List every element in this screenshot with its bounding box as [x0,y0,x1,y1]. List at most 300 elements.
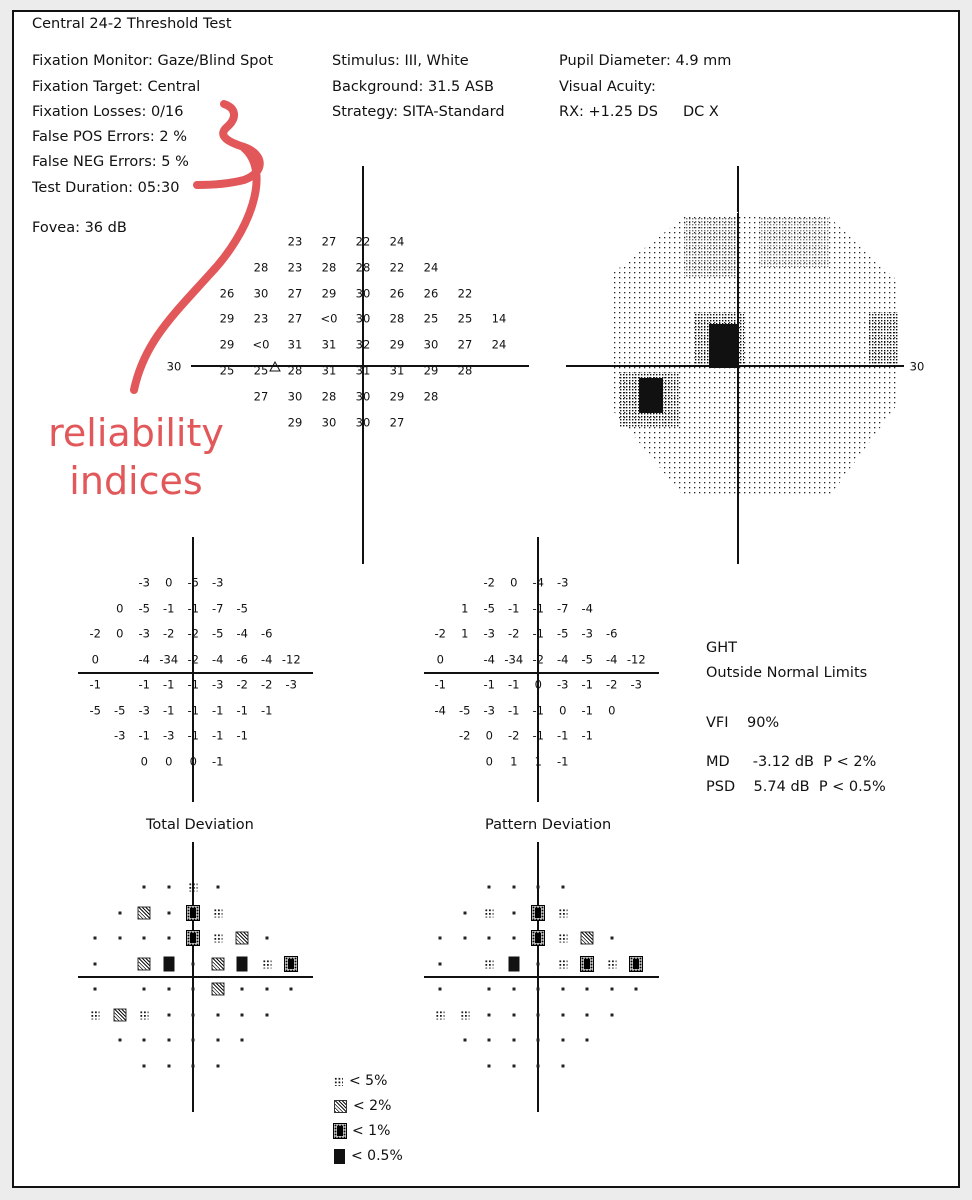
pattern-prob-normal-symbol [561,988,564,991]
threshold-value: 29 [219,311,235,326]
total-prob-p1-symbol [285,957,297,971]
total-prob-normal-symbol [241,1039,244,1042]
fovea-value: Fovea: 36 dB [32,220,127,236]
pattern-prob-normal-symbol [512,911,515,914]
threshold-value: 29 [389,389,405,404]
pattern-deviation-value: -1 [532,702,544,717]
threshold-value: 22 [457,285,473,300]
pattern-deviation-value: -4 [581,600,593,615]
false-neg-errors: False NEG Errors: 5 % [32,154,189,170]
pattern-prob-normal-symbol [512,1013,515,1016]
test-duration: Test Duration: 05:30 [32,180,180,196]
threshold-value: 28 [253,260,269,275]
total-deviation-value: -1 [187,728,199,743]
total-prob-normal-symbol [143,1039,146,1042]
total-prob-normal-symbol [94,988,97,991]
threshold-value: 32 [355,337,371,352]
total-prob-p2-symbol [113,1008,126,1021]
threshold-value: 31 [355,363,371,378]
pattern-prob-normal-symbol [537,1013,540,1016]
pattern-deviation-value: -1 [581,728,593,743]
total-prob-h-axis [78,976,313,978]
total-prob-normal-symbol [167,911,170,914]
pattern-prob-normal-symbol [512,937,515,940]
total-deviation-value: -1 [212,702,224,717]
pattern-deviation-value: -2 [606,677,618,692]
pattern-prob-normal-symbol [586,988,589,991]
total-prob-normal-symbol [118,937,121,940]
total-prob-normal-symbol [94,937,97,940]
grayscale-axis-label: 30 [909,359,925,374]
pattern-prob-normal-symbol [488,1013,491,1016]
total-prob-normal-symbol [94,962,97,965]
total-prob-normal-symbol [167,937,170,940]
total-prob-normal-symbol [167,886,170,889]
threshold-value: 23 [287,234,303,249]
pattern-deviation-value: -1 [483,677,495,692]
pattern-deviation-value: -7 [557,600,569,615]
total-deviation-value: 0 [165,575,173,590]
pattern-prob-p2-symbol [581,932,594,945]
total-deviation-value: -3 [138,702,150,717]
pattern-deviation-value: -3 [557,575,569,590]
pattern-deviation-value: -1 [508,677,520,692]
total-prob-p5-symbol [262,959,271,968]
threshold-value: 26 [219,285,235,300]
threshold-value: 28 [423,389,439,404]
pattern-prob-normal-symbol [488,886,491,889]
total-prob-p2-symbol [211,983,224,996]
pattern-deviation-value: -12 [626,651,646,666]
pattern-prob-normal-symbol [488,937,491,940]
threshold-value: 29 [219,337,235,352]
pattern-prob-normal-symbol [439,962,442,965]
total-prob-p1-symbol [187,906,199,920]
total-prob-normal-symbol [143,988,146,991]
pattern-deviation-value: -1 [532,626,544,641]
threshold-value: 24 [491,337,507,352]
pattern-deviation-value: -3 [581,626,593,641]
pattern-prob-normal-symbol [512,1064,515,1067]
total-prob-normal-symbol [143,937,146,940]
threshold-value: 23 [253,311,269,326]
pattern-deviation-value: -3 [630,677,642,692]
total-deviation-value: -2 [163,626,175,641]
total-deviation-value: -1 [236,728,248,743]
total-prob-normal-symbol [167,1039,170,1042]
total-prob-normal-symbol [216,1039,219,1042]
threshold-value: 22 [389,260,405,275]
threshold-value: 27 [457,337,473,352]
total-prob-normal-symbol [192,1039,195,1042]
pattern-prob-p5-symbol [485,959,494,968]
total-deviation-value: -1 [138,728,150,743]
total-prob-normal-symbol [290,988,293,991]
pattern-prob-normal-symbol [463,911,466,914]
threshold-value: 22 [355,234,371,249]
pattern-prob-p1-symbol [532,931,544,945]
pattern-prob-normal-symbol [512,886,515,889]
total-prob-p5-symbol [189,883,198,892]
pattern-prob-p5-symbol [460,1010,469,1019]
legend-p5-icon [334,1077,343,1086]
total-prob-p2-symbol [138,906,151,919]
total-deviation-value: -1 [138,677,150,692]
pattern-deviation-value: -4 [483,651,495,666]
total-prob-normal-symbol [192,962,195,965]
total-deviation-value: -2 [187,626,199,641]
total-deviation-value: -3 [138,626,150,641]
pattern-deviation-value: 0 [559,702,567,717]
pattern-prob-normal-symbol [537,1064,540,1067]
threshold-axis-label: 30 [166,359,182,374]
total-deviation-value: -4 [236,626,248,641]
pattern-prob-normal-symbol [537,988,540,991]
threshold-value: 31 [321,337,337,352]
total-prob-normal-symbol [192,1013,195,1016]
threshold-value: 26 [423,285,439,300]
pattern-prob-p5-symbol [436,1010,445,1019]
total-deviation-value: 0 [189,753,197,768]
total-deviation-value: -3 [212,677,224,692]
threshold-value: 27 [287,285,303,300]
total-prob-p2-symbol [236,932,249,945]
total-prob-p5-symbol [91,1010,100,1019]
pattern-deviation-value: -1 [508,702,520,717]
total-prob-normal-symbol [265,1013,268,1016]
pattern-deviation-value: -1 [581,702,593,717]
threshold-value: 30 [287,389,303,404]
threshold-value: 27 [389,414,405,429]
total-prob-normal-symbol [167,1064,170,1067]
total-deviation-value: -2 [89,626,101,641]
total-prob-normal-symbol [143,886,146,889]
pattern-prob-normal-symbol [561,1013,564,1016]
pattern-deviation-value: 1 [461,626,469,641]
total-prob-p5-symbol [140,1010,149,1019]
threshold-value: 25 [253,363,269,378]
total-deviation-value: -4 [212,651,224,666]
legend-item [334,1148,403,1164]
threshold-value: 25 [423,311,439,326]
fixation-losses: Fixation Losses: 0/16 [32,104,184,120]
legend-label: < 2% [353,1098,392,1114]
grayscale-plot [599,212,904,502]
threshold-value: 31 [321,363,337,378]
background: Background: 31.5 ASB [332,79,494,95]
total-deviation-value: -2 [261,677,273,692]
pattern-prob-normal-symbol [561,1064,564,1067]
report-title: Central 24-2 Threshold Test [32,16,232,32]
threshold-value: <0 [320,311,338,326]
psd-value: PSD 5.74 dB P < 0.5% [706,779,886,795]
threshold-value: 30 [423,337,439,352]
pattern-deviation-value: -6 [606,626,618,641]
total-prob-p5-symbol [213,908,222,917]
total-deviation-value: -3 [114,728,126,743]
threshold-value: <0 [252,337,270,352]
pattern-deviation-value: -1 [557,728,569,743]
pattern-deviation-value: -1 [532,600,544,615]
threshold-value: 25 [219,363,235,378]
total-deviation-value: -4 [138,651,150,666]
pattern-prob-normal-symbol [512,1039,515,1042]
pattern-prob-p1-symbol [532,906,544,920]
pupil-diameter: Pupil Diameter: 4.9 mm [559,53,732,69]
pattern-deviation-value: -4 [557,651,569,666]
threshold-value: 28 [321,260,337,275]
total-prob-normal-symbol [216,1013,219,1016]
total-prob-normal-symbol [167,988,170,991]
total-deviation-value: -5 [212,626,224,641]
pattern-deviation-value: -2 [508,728,520,743]
pattern-deviation-value: -3 [557,677,569,692]
total-deviation-value: -5 [114,702,126,717]
total-prob-p05-symbol [163,956,174,971]
pattern-deviation-value: 0 [534,677,542,692]
total-deviation-value: 0 [91,651,99,666]
total-deviation-value: -1 [163,677,175,692]
total-deviation-value: -1 [187,702,199,717]
ght-label: GHT [706,640,737,656]
pattern-deviation-value: -1 [581,677,593,692]
pattern-prob-normal-symbol [610,988,613,991]
pattern-deviation-value: -2 [532,651,544,666]
threshold-value: 29 [321,285,337,300]
total-prob-normal-symbol [265,937,268,940]
total-deviation-value: -3 [163,728,175,743]
total-prob-normal-symbol [241,1013,244,1016]
total-deviation-value: 0 [165,753,173,768]
total-deviation-value: -1 [212,753,224,768]
threshold-value: 28 [389,311,405,326]
fixation-monitor: Fixation Monitor: Gaze/Blind Spot [32,53,274,69]
threshold-value: 28 [355,260,371,275]
total-prob-normal-symbol [192,988,195,991]
threshold-value: 30 [355,414,371,429]
pattern-deviation-value: 0 [436,651,444,666]
total-deviation-label: Total Deviation [146,817,254,833]
pattern-deviation-value: -5 [557,626,569,641]
threshold-value: 28 [321,389,337,404]
threshold-value: 27 [287,311,303,326]
pattern-prob-normal-symbol [488,1064,491,1067]
total-deviation-value: -2 [236,677,248,692]
pattern-deviation-value: -4 [434,702,446,717]
threshold-value: 25 [457,311,473,326]
annotation-line2: indices [69,458,203,503]
false-pos-errors: False POS Errors: 2 % [32,129,187,145]
total-deviation-value: -1 [187,677,199,692]
fixation-target: Fixation Target: Central [32,79,201,95]
pattern-prob-normal-symbol [439,988,442,991]
total-deviation-value: -6 [261,626,273,641]
pattern-prob-p5-symbol [558,934,567,943]
legend-item [334,1073,387,1089]
threshold-value: 29 [423,363,439,378]
annotation-line1: reliability [48,411,224,455]
total-prob-normal-symbol [118,1039,121,1042]
total-prob-normal-symbol [216,1064,219,1067]
total-deviation-value: -7 [212,600,224,615]
threshold-value: 31 [287,337,303,352]
total-prob-normal-symbol [216,886,219,889]
pattern-prob-normal-symbol [537,886,540,889]
threshold-value: 26 [389,285,405,300]
visual-acuity: Visual Acuity: [559,79,656,95]
threshold-value: 27 [253,389,269,404]
threshold-value: 24 [389,234,405,249]
md-value: MD -3.12 dB P < 2% [706,754,877,770]
legend-item [334,1098,391,1114]
legend-label: < 5% [349,1073,388,1089]
total-deviation-value: 0 [140,753,148,768]
total-deviation-value: -1 [163,702,175,717]
legend-p2-icon [334,1100,347,1113]
pattern-deviation-value: -1 [532,728,544,743]
pattern-prob-normal-symbol [610,1013,613,1016]
pattern-prob-p5-symbol [558,959,567,968]
pattern-deviation-value: -2 [459,728,471,743]
pattern-deviation-value: -2 [434,626,446,641]
pattern-deviation-value: -3 [483,702,495,717]
pattern-deviation-value: -4 [606,651,618,666]
pattern-prob-normal-symbol [635,988,638,991]
legend-p05-icon [334,1149,345,1164]
pattern-prob-p5-symbol [607,959,616,968]
total-deviation-value: -5 [138,600,150,615]
threshold-value: 30 [321,414,337,429]
threshold-value: 14 [491,311,507,326]
total-deviation-value: -3 [138,575,150,590]
legend-item [334,1123,390,1139]
total-prob-p5-symbol [213,934,222,943]
pattern-deviation-value: -4 [532,575,544,590]
total-prob-p05-symbol [237,956,248,971]
total-prob-normal-symbol [118,911,121,914]
pattern-prob-normal-symbol [610,937,613,940]
total-prob-normal-symbol [143,1064,146,1067]
pattern-deviation-value: -5 [581,651,593,666]
strategy: Strategy: SITA-Standard [332,104,505,120]
threshold-value: 30 [253,285,269,300]
threshold-value: 30 [355,389,371,404]
total-prob-normal-symbol [241,988,244,991]
blind-spot-triangle-icon [269,361,281,372]
pattern-deviation-value: -1 [508,600,520,615]
threshold-value: 24 [423,260,439,275]
total-deviation-value: -12 [281,651,301,666]
pattern-deviation-value: -3 [483,626,495,641]
pattern-prob-normal-symbol [561,1039,564,1042]
pattern-prob-normal-symbol [537,1039,540,1042]
pattern-prob-p05-symbol [508,956,519,971]
total-deviation-value: -1 [212,728,224,743]
pattern-prob-normal-symbol [463,1039,466,1042]
threshold-value: 27 [321,234,337,249]
total-deviation-value: -34 [159,651,179,666]
pattern-deviation-value: 1 [534,753,542,768]
pattern-prob-normal-symbol [561,886,564,889]
total-prob-p2-symbol [211,957,224,970]
total-prob-normal-symbol [265,988,268,991]
pattern-prob-normal-symbol [463,937,466,940]
legend-label: < 1% [352,1123,391,1139]
total-deviation-value: -5 [187,575,199,590]
total-deviation-value: -1 [163,600,175,615]
pattern-deviation-value: 1 [461,600,469,615]
pattern-prob-normal-symbol [537,962,540,965]
total-deviation-value: -5 [89,702,101,717]
pattern-deviation-value: -5 [459,702,471,717]
pattern-prob-normal-symbol [586,1039,589,1042]
pattern-dev-h-axis [424,672,659,674]
pattern-deviation-value: -2 [483,575,495,590]
threshold-value: 28 [287,363,303,378]
pattern-prob-p5-symbol [558,908,567,917]
pattern-deviation-value: -5 [483,600,495,615]
pattern-prob-p1-symbol [630,957,642,971]
total-deviation-value: -6 [236,651,248,666]
total-deviation-value: -1 [187,600,199,615]
total-deviation-value: -5 [236,600,248,615]
total-deviation-value: -2 [187,651,199,666]
legend-p1-icon [334,1124,346,1138]
threshold-value: 30 [355,311,371,326]
pattern-prob-normal-symbol [586,1013,589,1016]
pattern-prob-normal-symbol [488,1039,491,1042]
pattern-prob-p5-symbol [485,908,494,917]
pattern-deviation-value: 0 [485,753,493,768]
total-prob-p2-symbol [138,957,151,970]
total-dev-h-axis [78,672,313,674]
total-deviation-value: -3 [285,677,297,692]
total-prob-normal-symbol [192,1064,195,1067]
pattern-deviation-label: Pattern Deviation [485,817,612,833]
ght-value: Outside Normal Limits [706,665,868,681]
pattern-deviation-value: -2 [508,626,520,641]
pattern-deviation-value: 0 [485,728,493,743]
legend-label: < 0.5% [351,1148,403,1164]
total-prob-normal-symbol [167,1013,170,1016]
threshold-value: 28 [457,363,473,378]
pattern-prob-normal-symbol [439,937,442,940]
pattern-prob-v-axis [537,842,539,1112]
pattern-deviation-value: -1 [434,677,446,692]
total-deviation-value: -1 [236,702,248,717]
total-deviation-value: 0 [116,626,124,641]
pattern-deviation-value: -34 [504,651,524,666]
stimulus: Stimulus: III, White [332,53,469,69]
total-deviation-value: -4 [261,651,273,666]
total-deviation-value: 0 [116,600,124,615]
pattern-deviation-value: 1 [510,753,518,768]
rx-value: RX: +1.25 DS [559,104,658,120]
pattern-prob-h-axis [424,976,659,978]
report-sheet [12,10,960,1188]
pattern-prob-normal-symbol [512,988,515,991]
dc-value: DC X [683,104,719,120]
threshold-value: 29 [389,337,405,352]
threshold-value: 31 [389,363,405,378]
vfi-value: VFI 90% [706,715,780,731]
threshold-value: 23 [287,260,303,275]
pattern-deviation-value: 0 [510,575,518,590]
threshold-value: 30 [355,285,371,300]
total-deviation-value: -1 [261,702,273,717]
total-prob-p1-symbol [187,931,199,945]
total-deviation-value: -3 [212,575,224,590]
